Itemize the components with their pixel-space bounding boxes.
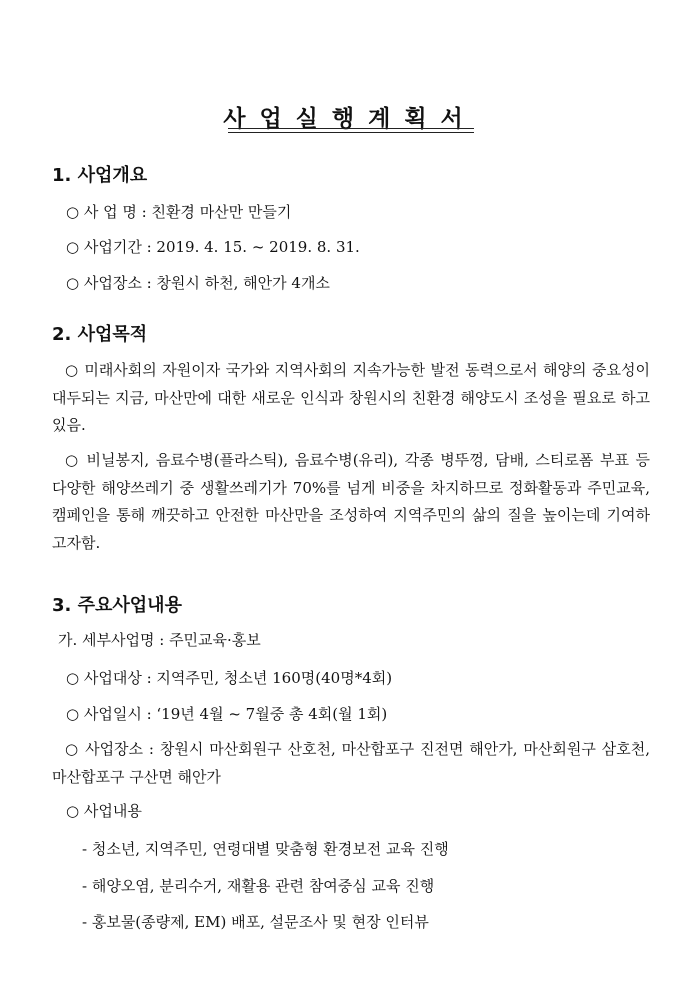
schedule-item: ○ 사업일시 : ‘19년 4월 ~ 7월중 총 4회(월 1회): [66, 705, 388, 723]
section-heading-purpose: 2. 사업목적: [52, 324, 148, 345]
purpose-paragraph-1: ○ 미래사회의 자원이자 국가와 지역사회의 지속가능한 발전 동력으로서 해양의 중요성이 대두되는 지금, 마산만에 대한 새로운 인식과 창원시의 친환경 해양도시 조성을 필요로 하고 있음.: [52, 361, 650, 434]
overview-item-period: ○ 사업기간 : 2019. 4. 15. ~ 2019. 8. 31.: [66, 238, 360, 256]
purpose-paragraph-2: ○ 비닐봉지, 음료수병(플라스틱), 음료수병(유리), 각종 병뚜껑, 담배, 스티로폼 부표 등 다양한 해양쓰레기 중 생활쓰레기가 70%를 넘게 비중을 차지하므로 정화활동과 주민교육, 캠페인을 통해 깨끗하고 안전한 마산만을 조성하여 지역주민의 삶의 질을 높이는데 기여하고자함.: [52, 451, 650, 552]
content-bullet-1: - 청소년, 지역주민, 연령대별 맞춤형 환경보전 교육 진행: [82, 840, 449, 858]
title-underline: [228, 128, 474, 133]
document-title: 사업실행계획서: [223, 106, 477, 132]
section-heading-overview: 1. 사업개요: [52, 165, 148, 186]
content-bullet-2: - 해양오염, 분리수거, 재활용 관련 참여중심 교육 진행: [82, 877, 435, 895]
sub-project-name: 가. 세부사업명 : 주민교육·홍보: [58, 631, 261, 649]
target-item: ○ 사업대상 : 지역주민, 청소년 160명(40명*4회): [66, 669, 393, 687]
content-label: ○ 사업내용: [66, 802, 142, 820]
content-bullet-3: - 홍보물(종량제, EM) 배포, 설문조사 및 현장 인터뷰: [82, 913, 429, 931]
overview-item-place: ○ 사업장소 : 창원시 하천, 해안가 4개소: [66, 274, 330, 292]
overview-item-name: ○ 사 업 명 : 친환경 마산만 만들기: [66, 203, 292, 221]
section-heading-main-content: 3. 주요사업내용: [52, 595, 182, 616]
place-item: ○ 사업장소 : 창원시 마산회원구 산호천, 마산합포구 진전면 해안가, 마산회원구 삼호천, 마산합포구 구산면 해안가: [52, 740, 650, 786]
